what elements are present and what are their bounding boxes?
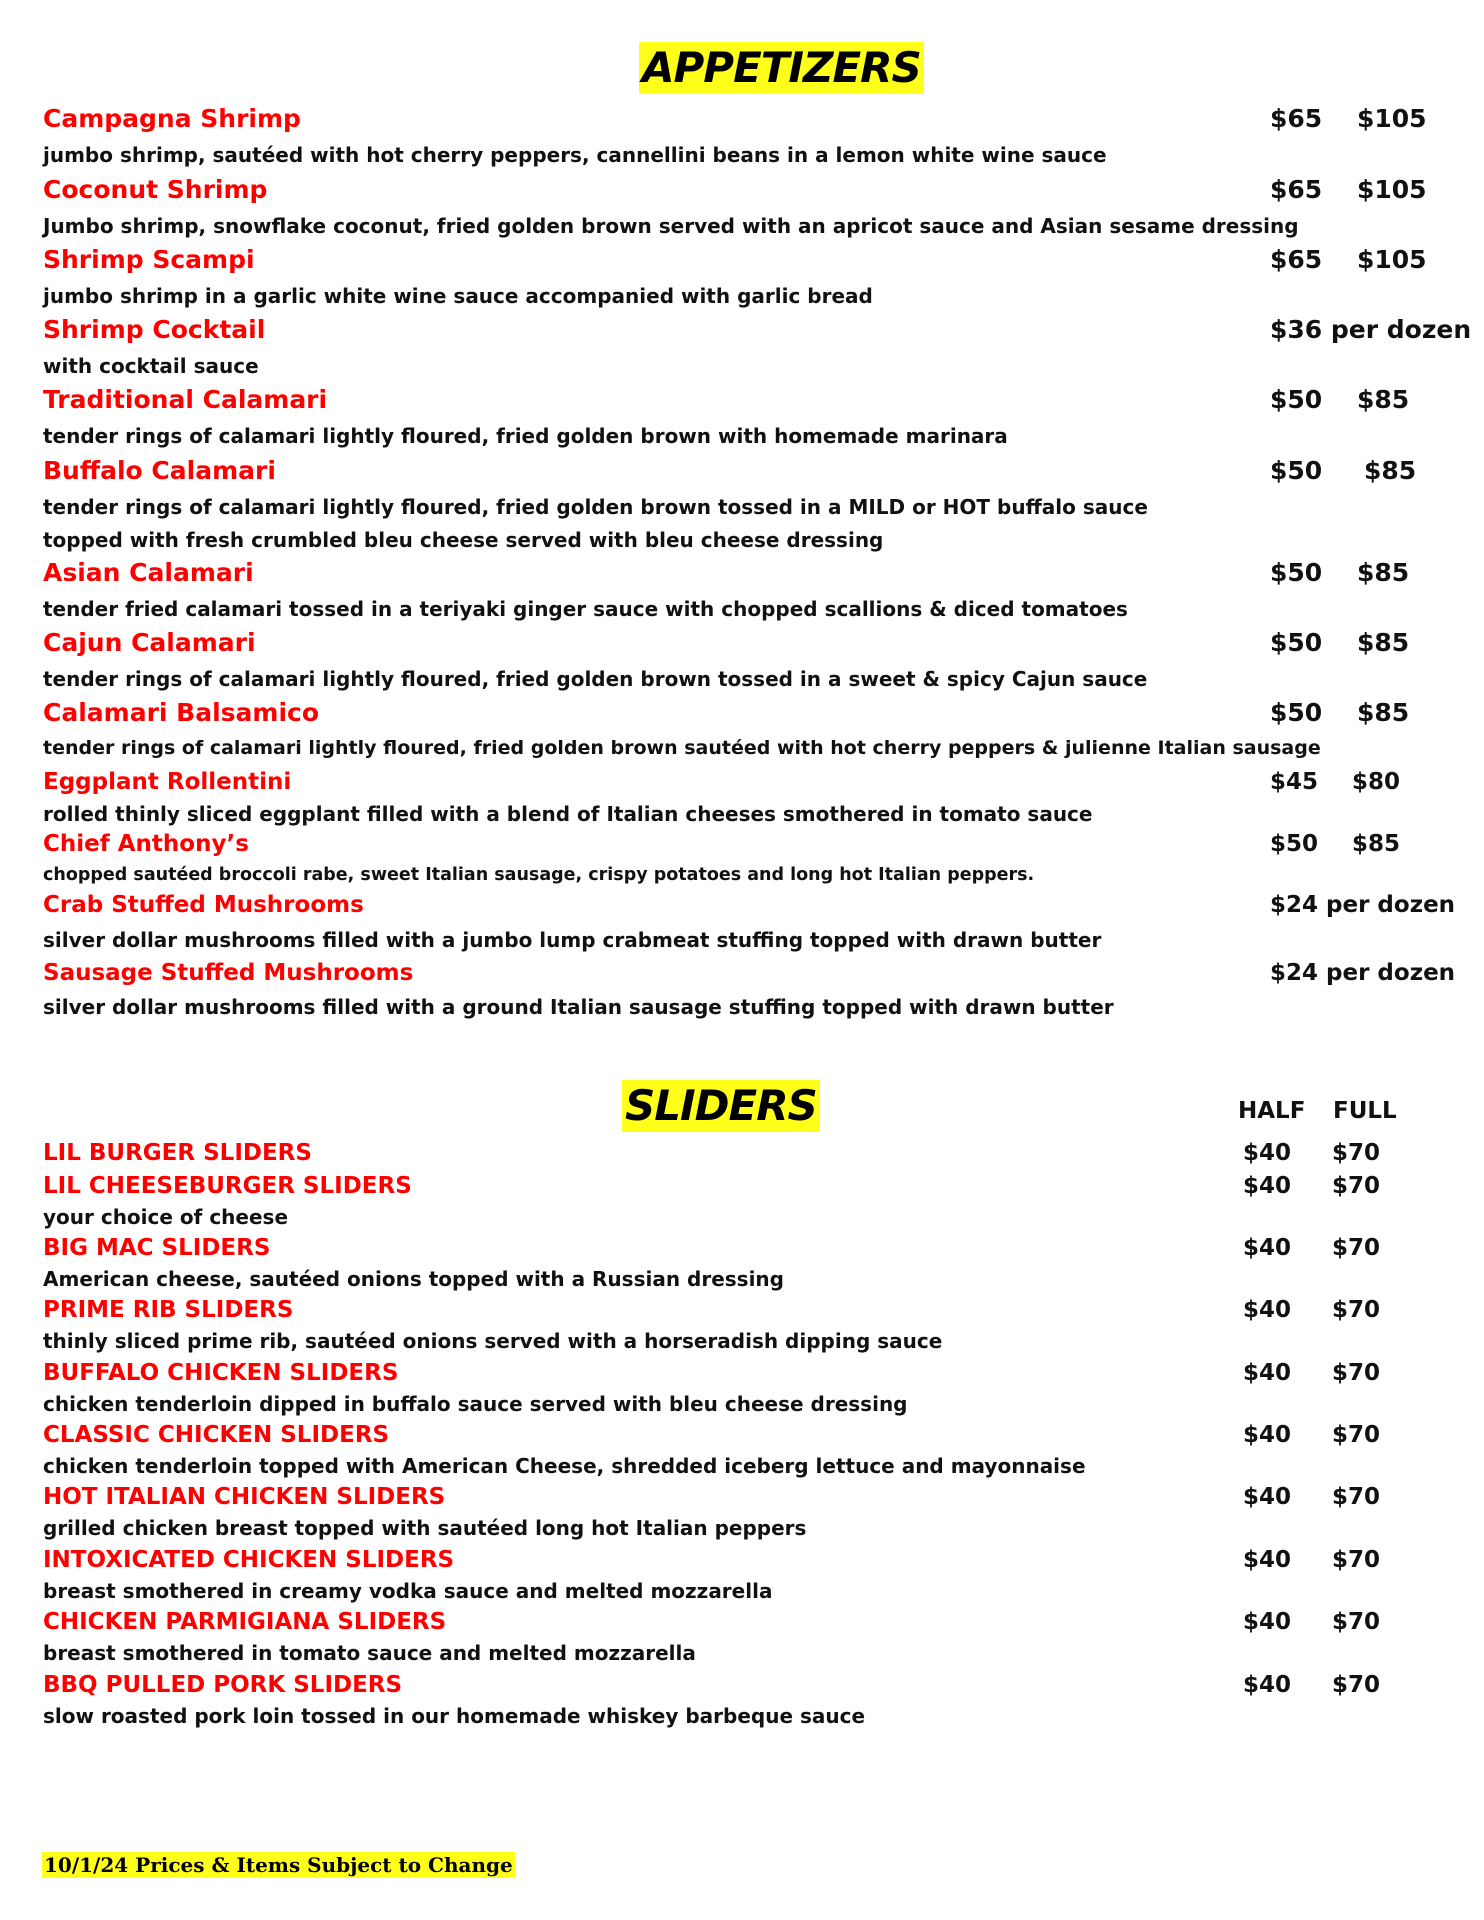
appetizer-name: Cajun Calamari xyxy=(43,628,256,657)
slider-name: BIG MAC SLIDERS xyxy=(43,1235,271,1261)
appetizer-name: Chief Anthony’s xyxy=(43,831,249,857)
slider-price-full: $70 xyxy=(1332,1235,1381,1261)
appetizer-price-full: $85 xyxy=(1357,385,1410,414)
slider-price-full: $70 xyxy=(1332,1422,1381,1448)
slider-description: breast smothered in tomato sauce and melted mozzarella xyxy=(43,1641,696,1665)
slider-price-full: $70 xyxy=(1332,1672,1381,1698)
slider-price-full: $70 xyxy=(1332,1140,1381,1166)
slider-name: INTOXICATED CHICKEN SLIDERS xyxy=(43,1547,455,1573)
slider-description: your choice of cheese xyxy=(43,1205,289,1229)
appetizer-description: chopped sautéed broccoli rabe, sweet Italian sausage, crispy potatoes and long hot Italian peppers. xyxy=(43,865,1035,885)
slider-price-half: $40 xyxy=(1243,1484,1292,1510)
appetizer-price-full: $105 xyxy=(1357,104,1427,133)
appetizer-price-half: $50 xyxy=(1270,456,1323,485)
appetizer-description: silver dollar mushrooms filled with a ground Italian sausage stuffing topped with drawn butter xyxy=(43,995,1114,1019)
sliders-heading: SLIDERS xyxy=(622,1080,820,1132)
appetizer-price-half: $50 xyxy=(1270,831,1319,857)
slider-name: CHICKEN PARMIGIANA SLIDERS xyxy=(43,1609,447,1635)
slider-name: LIL CHEESEBURGER SLIDERS xyxy=(43,1173,412,1199)
slider-name: LIL BURGER SLIDERS xyxy=(43,1140,312,1166)
appetizers-heading: APPETIZERS xyxy=(639,42,924,94)
slider-price-half: $40 xyxy=(1243,1173,1292,1199)
appetizer-price-dozen: $24 per dozen xyxy=(1270,892,1456,918)
appetizer-price-full: $105 xyxy=(1357,245,1427,274)
slider-price-full: $70 xyxy=(1332,1609,1381,1635)
appetizer-name: Shrimp Cocktail xyxy=(43,315,266,344)
appetizer-description: jumbo shrimp, sautéed with hot cherry peppers, cannellini beans in a lemon white wine sauce xyxy=(43,143,1107,167)
appetizer-price-full: $85 xyxy=(1352,831,1401,857)
appetizer-name: Buffalo Calamari xyxy=(43,456,276,485)
slider-price-half: $40 xyxy=(1243,1609,1292,1635)
appetizer-price-half: $65 xyxy=(1270,175,1323,204)
slider-name: PRIME RIB SLIDERS xyxy=(43,1297,294,1323)
appetizer-description: rolled thinly sliced eggplant filled with a blend of Italian cheeses smothered in tomato sauce xyxy=(43,802,1093,826)
slider-price-full: $70 xyxy=(1332,1360,1381,1386)
slider-price-half: $40 xyxy=(1243,1140,1292,1166)
appetizer-description: jumbo shrimp in a garlic white wine sauce accompanied with garlic bread xyxy=(43,284,873,308)
slider-name: HOT ITALIAN CHICKEN SLIDERS xyxy=(43,1484,446,1510)
slider-description: chicken tenderloin dipped in buffalo sauce served with bleu cheese dressing xyxy=(43,1392,908,1416)
full-column-header: FULL xyxy=(1333,1098,1397,1124)
appetizer-description-line2: topped with fresh crumbled bleu cheese served with bleu cheese dressing xyxy=(43,528,884,552)
appetizer-description: tender rings of calamari lightly floured, fried golden brown sautéed with hot cherry peppers & julienne Italian sausage xyxy=(43,737,1321,759)
slider-description: breast smothered in creamy vodka sauce and melted mozzarella xyxy=(43,1579,773,1603)
appetizer-price-full: $85 xyxy=(1364,456,1417,485)
slider-price-half: $40 xyxy=(1243,1297,1292,1323)
slider-price-full: $70 xyxy=(1332,1173,1381,1199)
slider-price-half: $40 xyxy=(1243,1672,1292,1698)
slider-name: BBQ PULLED PORK SLIDERS xyxy=(43,1672,403,1698)
appetizer-price-dozen: $24 per dozen xyxy=(1270,960,1456,986)
slider-price-full: $70 xyxy=(1332,1547,1381,1573)
slider-name: BUFFALO CHICKEN SLIDERS xyxy=(43,1360,399,1386)
appetizer-price-half: $50 xyxy=(1270,385,1323,414)
appetizer-name: Shrimp Scampi xyxy=(43,245,255,274)
slider-description: thinly sliced prime rib, sautéed onions served with a horseradish dipping sauce xyxy=(43,1329,943,1353)
appetizer-name: Campagna Shrimp xyxy=(43,104,301,133)
appetizer-name: Crab Stuffed Mushrooms xyxy=(43,892,364,918)
slider-price-half: $40 xyxy=(1243,1547,1292,1573)
appetizer-price-half: $65 xyxy=(1270,104,1323,133)
appetizer-price-half: $50 xyxy=(1270,558,1323,587)
appetizer-description: tender rings of calamari lightly floured, fried golden brown tossed in a sweet & spicy Cajun sauce xyxy=(43,667,1148,691)
slider-price-half: $40 xyxy=(1243,1422,1292,1448)
appetizer-name: Sausage Stuffed Mushrooms xyxy=(43,960,414,986)
appetizer-description: silver dollar mushrooms filled with a jumbo lump crabmeat stuffing topped with drawn butter xyxy=(43,928,1102,952)
appetizer-price-full: $80 xyxy=(1352,769,1401,795)
appetizer-price-half: $50 xyxy=(1270,628,1323,657)
appetizer-price-half: $50 xyxy=(1270,698,1323,727)
appetizer-name: Calamari Balsamico xyxy=(43,698,320,727)
slider-price-half: $40 xyxy=(1243,1235,1292,1261)
slider-description: grilled chicken breast topped with sautéed long hot Italian peppers xyxy=(43,1516,807,1540)
slider-price-full: $70 xyxy=(1332,1297,1381,1323)
appetizer-price-full: $105 xyxy=(1357,175,1427,204)
slider-description: chicken tenderloin topped with American Cheese, shredded iceberg lettuce and mayonnaise xyxy=(43,1454,1086,1478)
appetizer-price-half: $45 xyxy=(1270,769,1319,795)
appetizer-description: tender rings of calamari lightly floured, fried golden brown tossed in a MILD or HOT buffalo sauce xyxy=(43,495,1148,519)
half-column-header: HALF xyxy=(1238,1098,1306,1124)
appetizer-name: Eggplant Rollentini xyxy=(43,769,292,795)
appetizer-price-dozen: $36 per dozen xyxy=(1270,315,1472,344)
appetizer-price-half: $65 xyxy=(1270,245,1323,274)
appetizer-price-full: $85 xyxy=(1357,698,1410,727)
slider-description: American cheese, sautéed onions topped with a Russian dressing xyxy=(43,1267,784,1291)
appetizer-description: Jumbo shrimp, snowflake coconut, fried golden brown served with an apricot sauce and Asian sesame dressing xyxy=(43,214,1299,238)
appetizer-name: Traditional Calamari xyxy=(43,385,328,414)
slider-price-half: $40 xyxy=(1243,1360,1292,1386)
appetizer-description: with cocktail sauce xyxy=(43,354,259,378)
appetizer-price-full: $85 xyxy=(1357,558,1410,587)
appetizer-description: tender rings of calamari lightly floured, fried golden brown with homemade marinara xyxy=(43,424,1008,448)
slider-name: CLASSIC CHICKEN SLIDERS xyxy=(43,1422,390,1448)
appetizer-name: Asian Calamari xyxy=(43,558,254,587)
slider-description: slow roasted pork loin tossed in our homemade whiskey barbeque sauce xyxy=(43,1704,866,1728)
appetizer-price-full: $85 xyxy=(1357,628,1410,657)
appetizer-description: tender fried calamari tossed in a teriyaki ginger sauce with chopped scallions & diced tomatoes xyxy=(43,597,1128,621)
appetizer-name: Coconut Shrimp xyxy=(43,175,268,204)
footer-note: 10/1/24 Prices & Items Subject to Change xyxy=(44,1853,513,1877)
slider-price-full: $70 xyxy=(1332,1484,1381,1510)
